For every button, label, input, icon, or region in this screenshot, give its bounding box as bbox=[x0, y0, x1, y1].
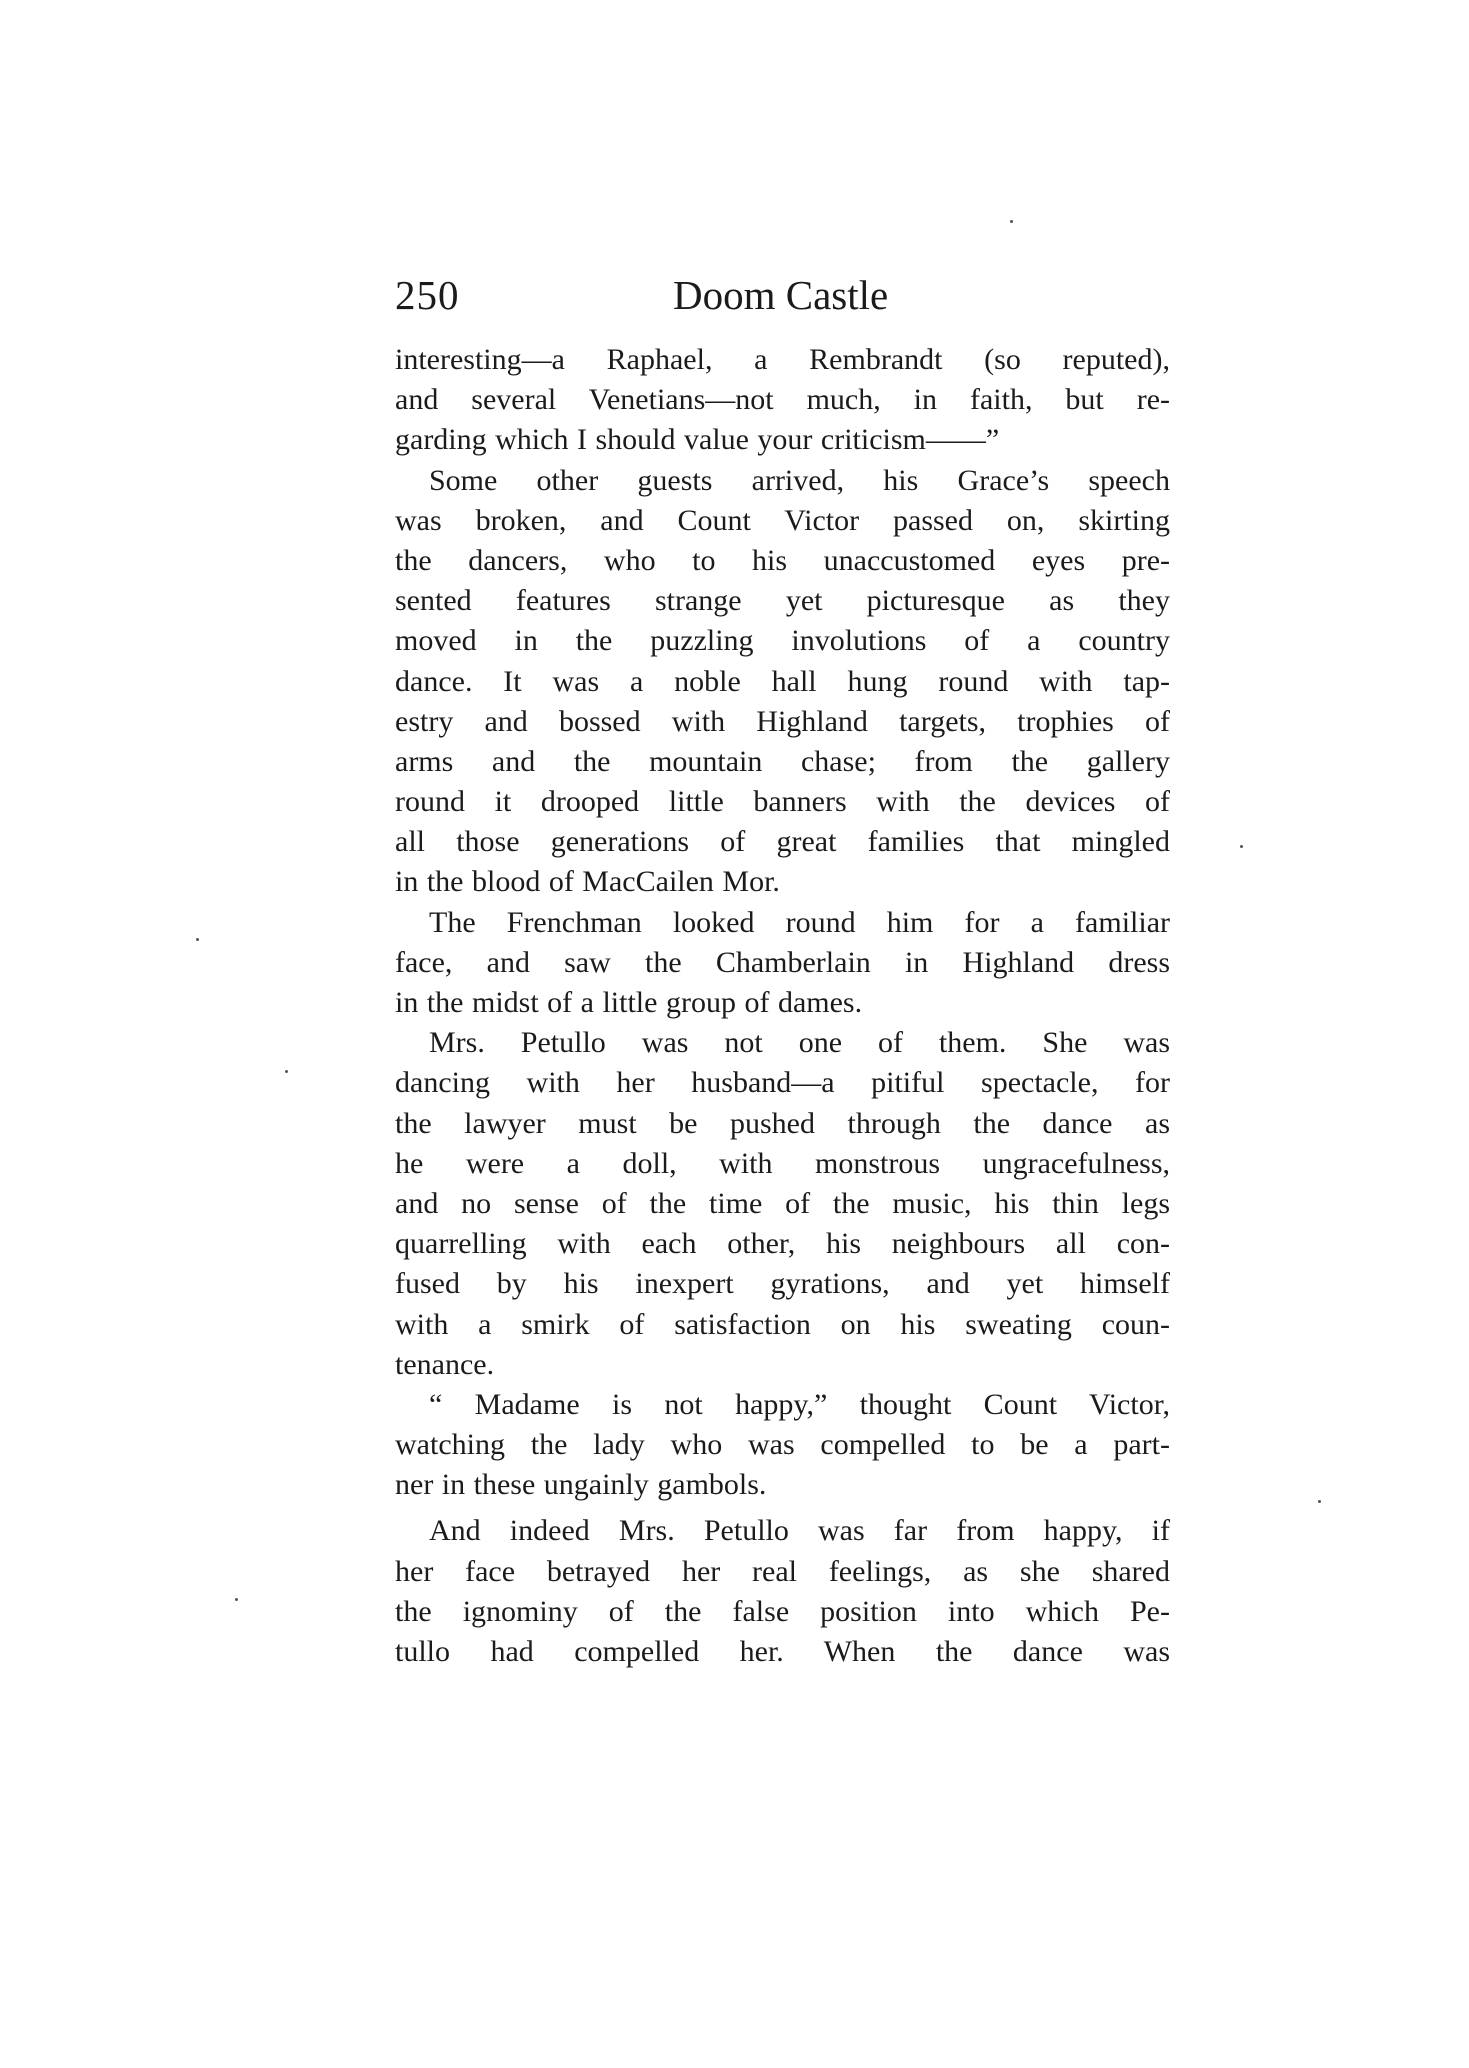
text-line: estry and bossed with Highland targets, trophies of bbox=[395, 704, 1170, 738]
text-line: watching the lady who was compelled to be a part- bbox=[395, 1428, 1170, 1462]
text-line: the dancers, who to his unaccustomed eyes pre- bbox=[395, 543, 1170, 577]
text-line: round it drooped little banners with the devices of bbox=[395, 785, 1170, 819]
text-line: dance. It was a noble hall hung round with tap- bbox=[395, 664, 1170, 698]
body-text bbox=[395, 340, 1170, 1672]
scan-speck bbox=[1010, 220, 1013, 223]
text-line: Mrs. Petullo was not one of them. She was bbox=[429, 1026, 1170, 1060]
paragraph bbox=[395, 903, 1170, 1024]
scan-speck bbox=[235, 1598, 238, 1601]
text-line: The Frenchman looked round him for a familiar bbox=[429, 905, 1170, 939]
text-line: garding which I should value your criticism——” bbox=[395, 423, 1000, 457]
text-line: quarrelling with each other, his neighbours all con- bbox=[395, 1227, 1170, 1261]
paragraph bbox=[395, 461, 1170, 903]
text-line: he were a doll, with monstrous ungracefulness, bbox=[395, 1146, 1170, 1180]
text-line: And indeed Mrs. Petullo was far from happy, if bbox=[429, 1514, 1170, 1548]
text-line: with a smirk of satisfaction on his sweating coun- bbox=[395, 1307, 1170, 1341]
text-line: ner in these ungainly gambols. bbox=[395, 1468, 767, 1502]
page-number: 250 bbox=[395, 272, 460, 318]
text-line: Some other guests arrived, his Grace’s speech bbox=[429, 463, 1170, 497]
text-line: interesting—a Raphael, a Rembrandt (so reputed), bbox=[395, 343, 1170, 376]
paragraph bbox=[395, 1023, 1170, 1385]
text-line: arms and the mountain chase; from the gallery bbox=[395, 744, 1170, 778]
text-line: tenance. bbox=[395, 1347, 495, 1381]
text-line: sented features strange yet picturesque as they bbox=[395, 584, 1170, 618]
text-line: dancing with her husband—a pitiful spectacle, for bbox=[395, 1066, 1170, 1100]
paragraph bbox=[395, 1511, 1170, 1672]
text-line: tullo had compelled her. When the dance was bbox=[395, 1635, 1170, 1668]
text-line: all those generations of great families that mingled bbox=[395, 825, 1170, 859]
text-line: was broken, and Count Victor passed on, skirting bbox=[395, 503, 1170, 537]
paragraph bbox=[395, 340, 1170, 461]
text-line: her face betrayed her real feelings, as she shared bbox=[395, 1554, 1170, 1588]
scan-speck bbox=[1318, 1500, 1321, 1503]
text-line: and no sense of the time of the music, his thin legs bbox=[395, 1186, 1170, 1220]
book-title: Doom Castle bbox=[673, 272, 889, 318]
paragraph bbox=[395, 1385, 1170, 1506]
text-line: the ignominy of the false position into which Pe- bbox=[395, 1594, 1170, 1628]
text-line: the lawyer must be pushed through the dance as bbox=[395, 1106, 1170, 1140]
text-line: “ Madame is not happy,” thought Count Victor, bbox=[429, 1387, 1170, 1421]
text-line: moved in the puzzling involutions of a country bbox=[395, 624, 1170, 658]
text-line: in the midst of a little group of dames. bbox=[395, 986, 863, 1019]
scan-speck bbox=[1240, 845, 1243, 848]
scan-speck bbox=[196, 938, 199, 941]
text-line: face, and saw the Chamberlain in Highland dress bbox=[395, 945, 1170, 979]
text-line: fused by his inexpert gyrations, and yet himself bbox=[395, 1267, 1170, 1301]
text-line: and several Venetians—not much, in faith, but re- bbox=[395, 383, 1170, 417]
text-line: in the blood of MacCailen Mor. bbox=[395, 865, 780, 899]
scan-speck bbox=[285, 1070, 288, 1073]
running-head bbox=[395, 265, 1170, 325]
